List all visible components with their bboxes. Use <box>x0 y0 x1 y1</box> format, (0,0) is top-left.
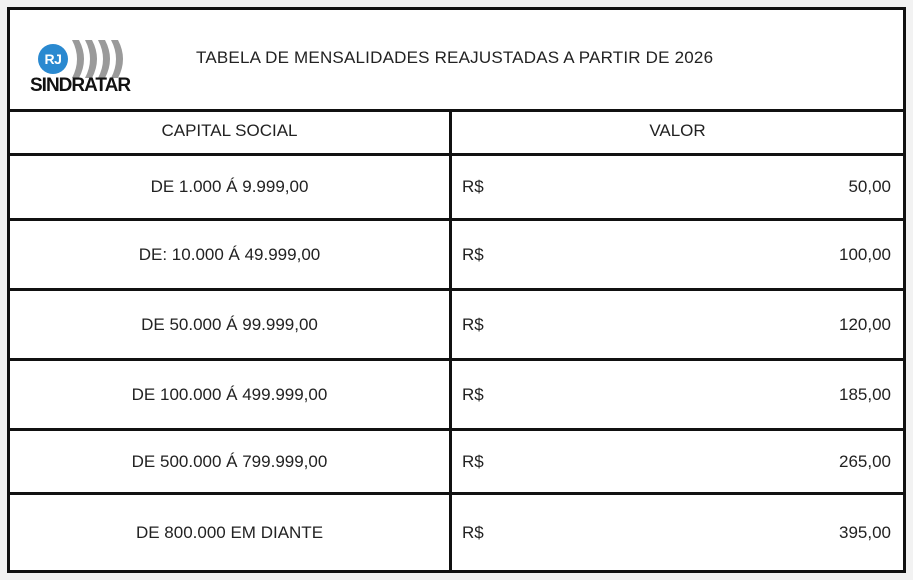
amount-value: 120,00 <box>839 314 891 334</box>
currency-symbol: R$ <box>462 384 484 404</box>
amount-value: 395,00 <box>839 522 891 542</box>
table-row <box>10 495 903 570</box>
currency-symbol: R$ <box>462 451 484 471</box>
logo-name: SINDRATAR <box>30 75 131 96</box>
amount-value: 185,00 <box>839 384 891 404</box>
value-cell <box>452 291 903 358</box>
amount-value: 50,00 <box>848 177 891 196</box>
capital-range-cell: DE 1.000 Á 9.999,00 <box>10 156 452 218</box>
table-row <box>10 221 903 291</box>
column-header-value-cell <box>452 109 903 153</box>
table-header-row <box>10 109 903 156</box>
table-row <box>10 431 903 495</box>
page-title: TABELA DE MENSALIDADES REAJUSTADAS A PARTIR DE 2026 <box>196 48 714 67</box>
fee-table-sheet <box>7 7 906 573</box>
table-row <box>10 156 903 221</box>
capital-range-cell: DE: 10.000 Á 49.999,00 <box>10 221 452 288</box>
logo-badge <box>38 44 68 74</box>
fee-table <box>10 109 903 570</box>
amount-value: 265,00 <box>839 451 891 471</box>
value-cell <box>452 495 903 570</box>
value-cell <box>452 431 903 492</box>
amount-value: 100,00 <box>839 244 891 264</box>
column-header-value: VALOR <box>649 121 706 140</box>
table-row <box>10 361 903 431</box>
currency-symbol: R$ <box>462 314 484 334</box>
capital-range-cell: DE 100.000 Á 499.999,00 <box>10 361 452 428</box>
capital-range-cell: DE 500.000 Á 799.999,00 <box>10 431 452 492</box>
currency-symbol: R$ <box>462 244 484 264</box>
sindratar-logo <box>30 28 140 100</box>
value-cell <box>452 361 903 428</box>
table-header-band <box>10 10 903 112</box>
value-cell <box>452 221 903 288</box>
currency-symbol: R$ <box>462 177 484 196</box>
capital-range-cell: DE 50.000 Á 99.999,00 <box>10 291 452 358</box>
column-header-capital: CAPITAL SOCIAL <box>10 109 452 153</box>
table-row <box>10 291 903 361</box>
currency-symbol: R$ <box>462 522 484 542</box>
capital-range-cell: DE 800.000 EM DIANTE <box>10 495 452 570</box>
logo-badge-text: RJ <box>44 51 62 67</box>
logo-stripes-icon <box>68 38 128 80</box>
value-cell <box>452 156 903 218</box>
